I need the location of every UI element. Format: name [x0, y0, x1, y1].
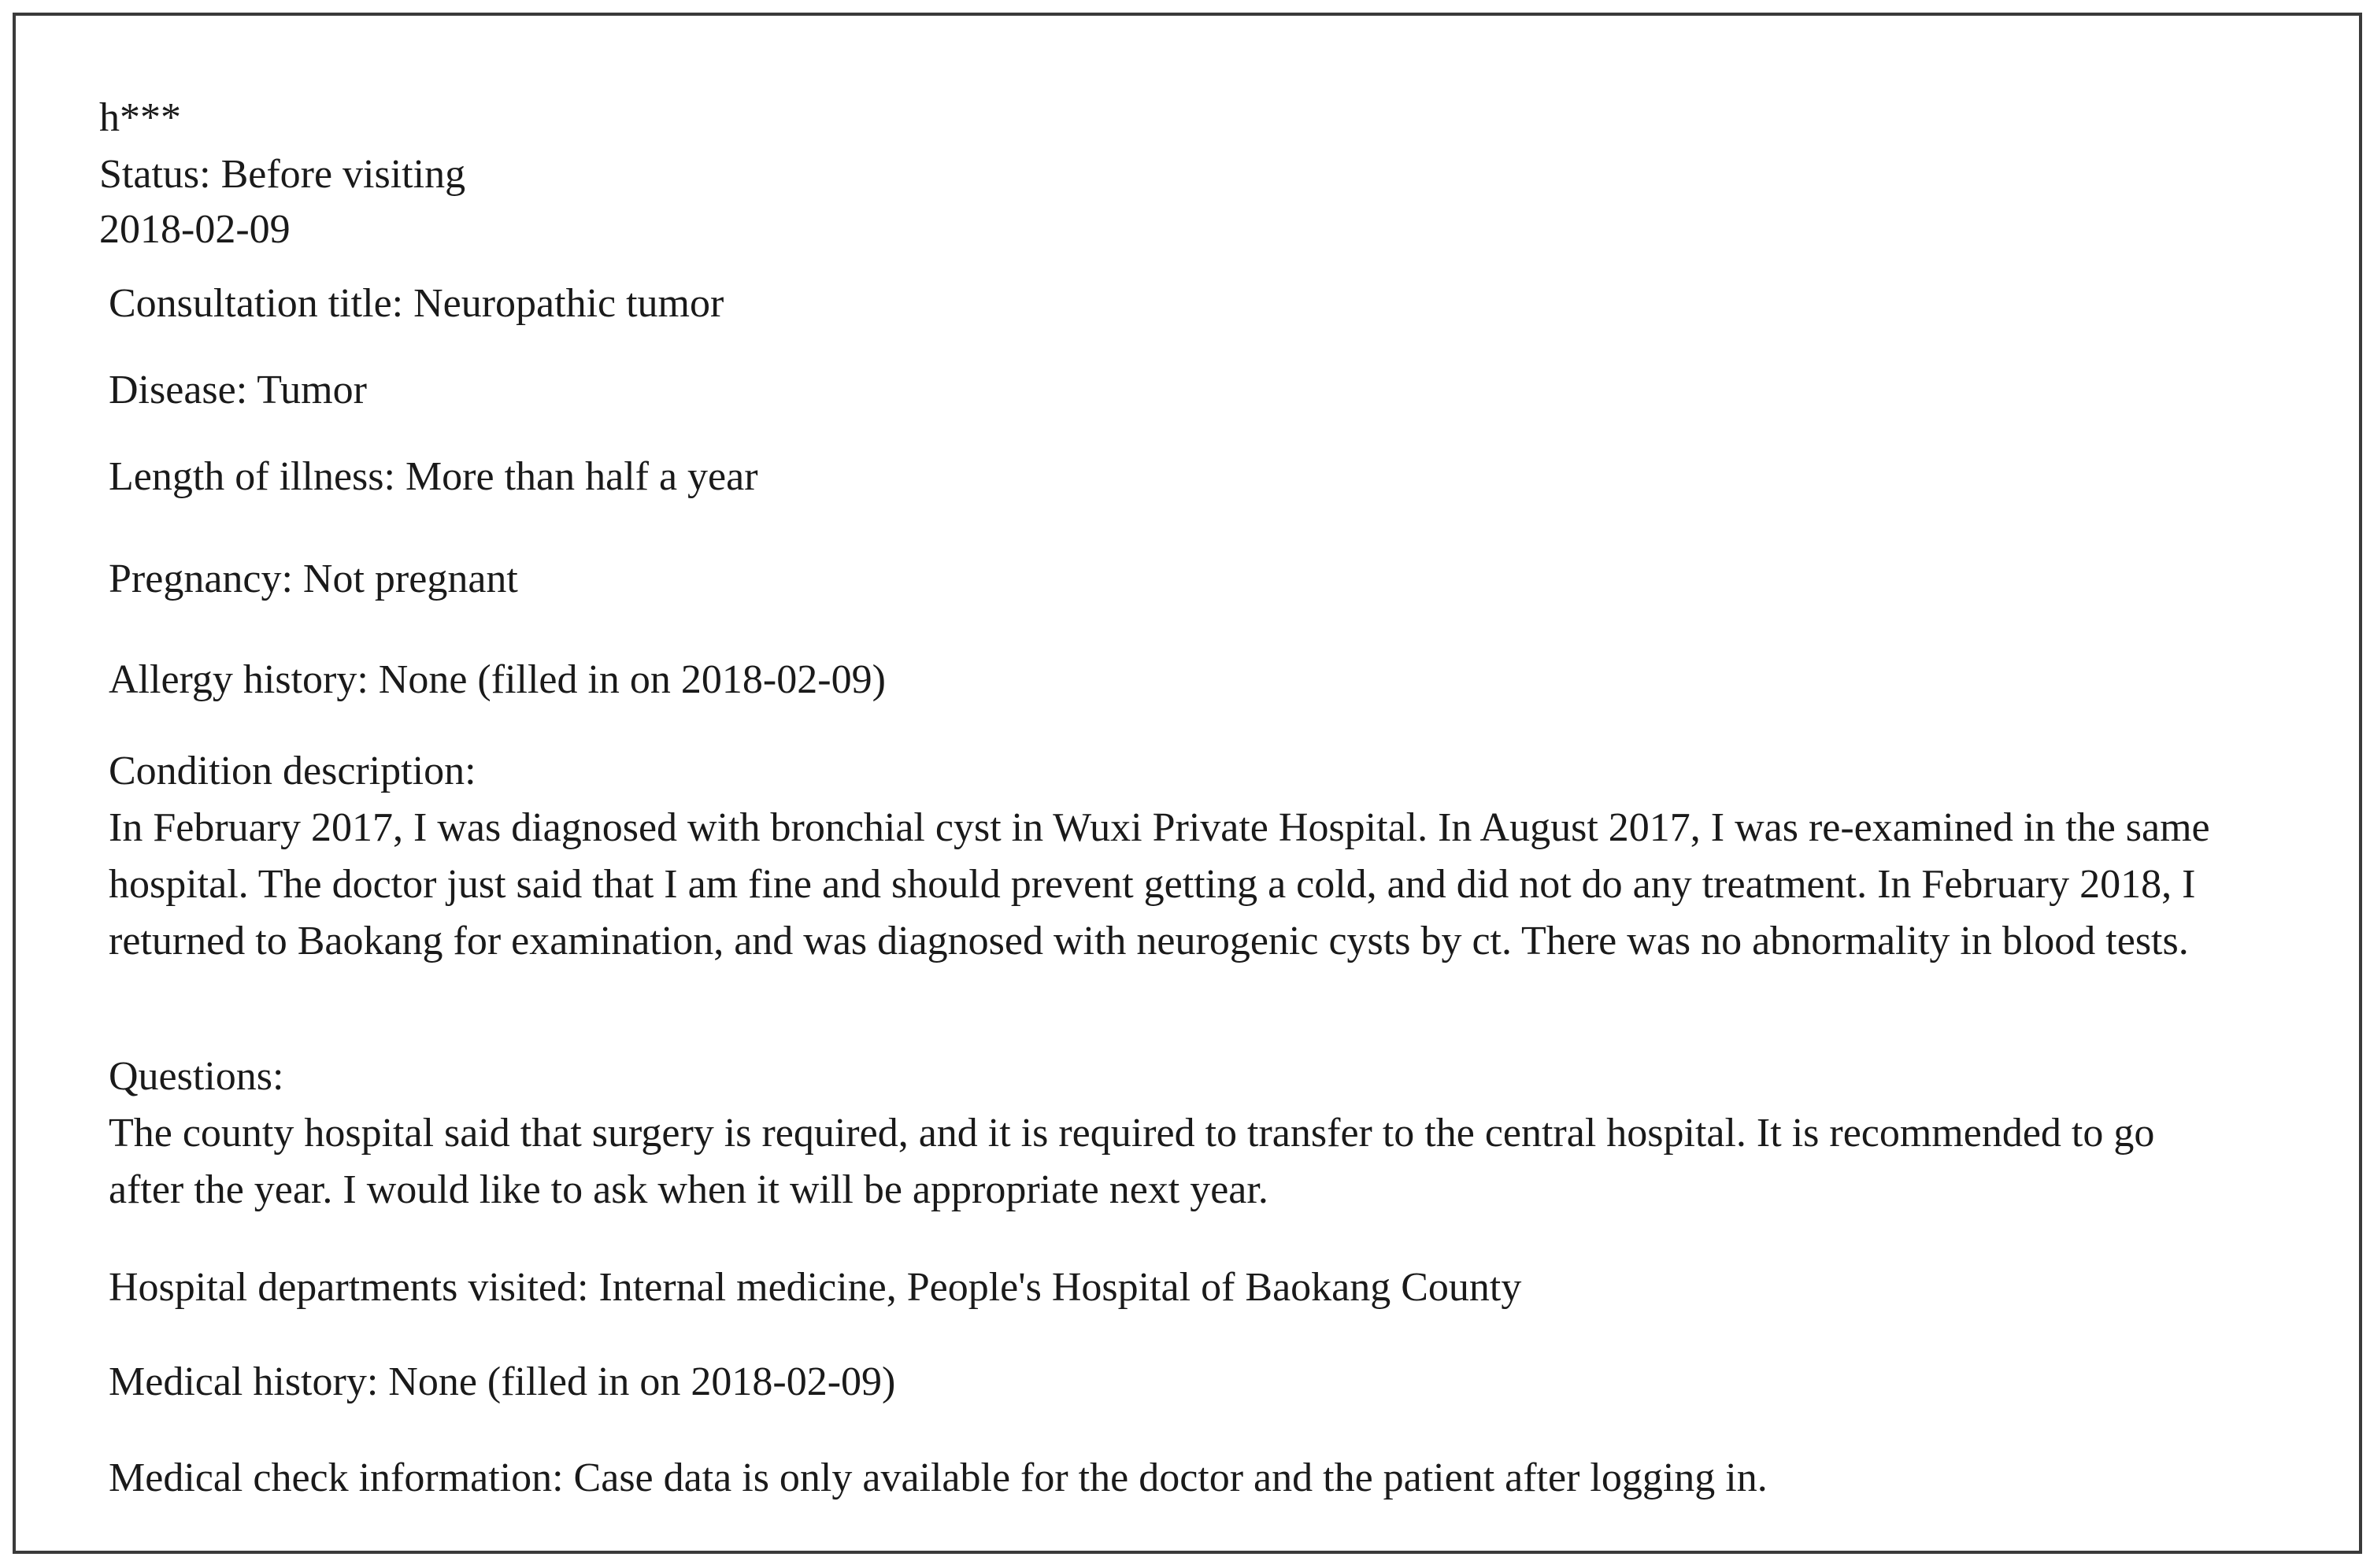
date-text: 2018-02-09	[99, 207, 291, 252]
pregnancy-field: Pregnancy: Not pregnant	[109, 557, 518, 601]
allergy-history-field: Allergy history: None (filled in on 2018-02-09)	[109, 657, 886, 702]
user-name: h***	[99, 95, 181, 140]
consultation-content	[16, 16, 2359, 1551]
questions-text: The county hospital said that surgery is required, and it is required to transfer to the central hospital. It is recommended to go after the year. I would like to ask when it will be appropriate next year.	[109, 1111, 2155, 1212]
condition-description-text: In February 2017, I was diagnosed with bronchial cyst in Wuxi Private Hospital. In August 2017, I was re-examined in the same hospital. The doctor just said that I am fine and should prevent getting a cold, and did not do any treatment. In February 2018, I returned to Baokang for examination, and was diagnosed with neurogenic cysts by ct. There was no abnormality in blood tests.	[109, 805, 2210, 963]
medical-check-field: Medical check information: Case data is only available for the doctor and the patient after logging in.	[109, 1455, 1768, 1500]
questions-label: Questions:	[109, 1054, 284, 1099]
consultation-record-panel	[13, 13, 2362, 1554]
status-text: Status: Before visiting	[99, 152, 466, 197]
disease-field: Disease: Tumor	[109, 368, 367, 412]
consultation-title: Consultation title: Neuropathic tumor	[109, 281, 724, 326]
hospital-departments-field: Hospital departments visited: Internal medicine, People's Hospital of Baokang County	[109, 1265, 1522, 1310]
medical-history-field: Medical history: None (filled in on 2018-02-09)	[109, 1359, 896, 1404]
condition-description-label: Condition description:	[109, 749, 476, 793]
length-of-illness-field: Length of illness: More than half a year	[109, 454, 758, 499]
